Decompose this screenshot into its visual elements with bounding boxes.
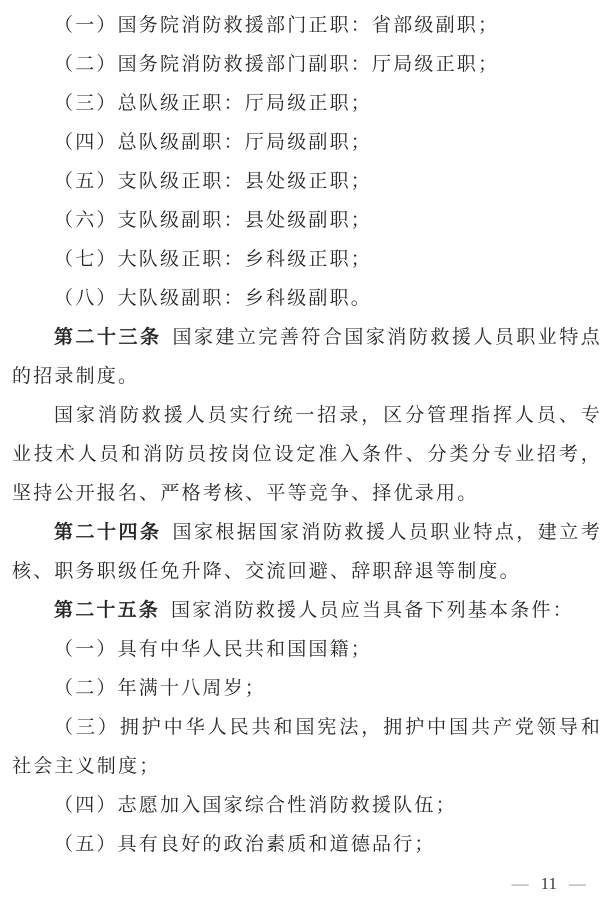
article-25-number: 第二十五条 [54, 600, 161, 621]
page-footer [512, 874, 586, 894]
article-23-number: 第二十三条 [54, 327, 162, 348]
article-25 [12, 591, 602, 630]
footer-dash-right: — [569, 874, 586, 893]
article-24 [12, 513, 602, 591]
rank-correspondence-item: （六）支队级副职：县处级副职； [54, 210, 373, 231]
article-24-text: 国家根据国家消防救援人员职业特点，建立考核、职务职级任免升降、交流回避、辞职辞退等制度。 [12, 522, 602, 582]
rank-correspondence-item: （七）大队级正职：乡科级正职； [54, 249, 373, 270]
rank-correspondence-item: （三）总队级正职：厅局级正职； [54, 93, 373, 114]
condition-item: （四）志愿加入国家综合性消防救援队伍； [54, 795, 457, 816]
rank-correspondence-item: （一）国务院消防救援部门正职：省部级副职； [54, 15, 500, 36]
rank-correspondence-item: （八）大队级副职：乡科级副职。 [54, 288, 373, 309]
condition-item: （五）具有良好的政治素质和道德品行； [54, 834, 436, 855]
condition-item: （三）拥护中华人民共和国宪法，拥护中国共产党领导和社会主义制度； [12, 717, 602, 777]
article-23-paragraph-2: 国家消防救援人员实行统一招录，区分管理指挥人员、专业技术人员和消防员按岗位设定准入条件、分类分专业招考，坚持公开报名、严格考核、平等竞争、择优录用。 [12, 405, 602, 504]
article-23-text: 国家建立完善符合国家消防救援人员职业特点的招录制度。 [12, 327, 602, 387]
page-number: 11 [540, 874, 557, 893]
rank-correspondence-item: （五）支队级正职：县处级正职； [54, 171, 373, 192]
article-25-text: 国家消防救援人员应当具备下列基本条件： [171, 600, 574, 621]
article-23 [12, 318, 602, 396]
rank-correspondence-item: （二）国务院消防救援部门副职：厅局级正职； [54, 54, 500, 75]
footer-dash-left: — [511, 874, 529, 893]
rank-correspondence-item: （四）总队级副职：厅局级副职； [54, 132, 373, 153]
article-24-number: 第二十四条 [54, 522, 162, 543]
condition-item: （二）年满十八周岁； [54, 678, 267, 699]
condition-item: （一）具有中华人民共和国国籍； [54, 639, 373, 660]
